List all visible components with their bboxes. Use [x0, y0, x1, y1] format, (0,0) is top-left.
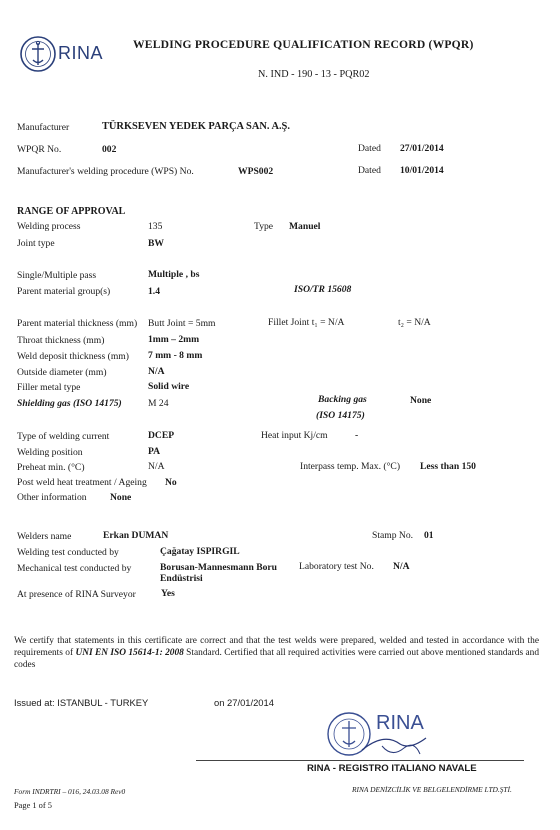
current-label: Type of welding current	[17, 431, 110, 442]
welding-test-label: Welding test conducted by	[17, 547, 119, 558]
laboratory-test-label: Laboratory test No.	[299, 561, 374, 572]
filler-label: Filler metal type	[17, 382, 81, 393]
heat-input-label: Heat input Kj/cm	[261, 430, 328, 441]
shielding-gas-label: Shielding gas (ISO 14175)	[17, 398, 122, 409]
interpass-value: Less than 150	[420, 461, 476, 472]
wpqr-label: WPQR No.	[17, 144, 62, 155]
welding-test-value: Çağatay ISPIRGIL	[160, 546, 240, 557]
issued-on: on 27/01/2014	[214, 697, 274, 708]
deposit-label: Weld deposit thickness (mm)	[17, 351, 129, 362]
type-label: Type	[254, 221, 274, 232]
mechanical-test-value: Borusan-Mannesmann Boru	[160, 562, 278, 573]
backing-gas-standard: (ISO 14175)	[316, 410, 365, 421]
type-value: Manuel	[289, 221, 321, 232]
thickness-label: Parent material thickness (mm)	[17, 318, 138, 329]
interpass-label: Interpass temp. Max. (°C)	[300, 461, 401, 472]
certification-text-part2: Standard. Certified that all required activities were carried out above mentioned standards and codes	[14, 648, 540, 670]
page-title: WELDING PROCEDURE QUALIFICATION RECORD (WPQR)	[133, 38, 474, 51]
certification-text-part1: We certify that statements in this certificate are correct and that the test welds were prepared, welded and tested in accordance with the requirements of	[14, 636, 539, 658]
fillet-joint-label: Fillet Joint t₁ = N/A	[268, 317, 345, 328]
process-value: 135	[148, 221, 163, 232]
backing-gas-label: Backing gas	[318, 394, 367, 405]
laboratory-test-value: N/A	[393, 561, 410, 572]
rina-stamp	[322, 710, 452, 760]
certification-standard: UNI EN ISO 15614-1: 2008	[75, 648, 184, 658]
outside-diameter-label: Outside diameter (mm)	[17, 367, 107, 378]
registro-italiano-navale: RINA - REGISTRO ITALIANO NAVALE	[307, 763, 477, 774]
mechanical-test-label: Mechanical test conducted by	[17, 563, 132, 574]
welder-name-value: Erkan DUMAN	[103, 530, 169, 541]
reference-number: N. IND - 190 - 13 - PQR02	[258, 69, 370, 80]
stamp-number-label: Stamp No.	[372, 530, 414, 541]
other-info-label: Other information	[17, 492, 87, 503]
form-reference: Form INDRTRI – 016, 24.03.08 Rev0	[14, 787, 126, 796]
welder-name-label: Welders name	[17, 531, 72, 542]
page-number: Page 1 of 5	[14, 801, 52, 810]
current-value: DCEP	[148, 430, 175, 441]
heat-input-value: -	[355, 430, 359, 441]
wpqr-date: 27/01/2014	[400, 143, 444, 154]
shielding-gas-value: M 24	[148, 398, 169, 409]
pass-label: Single/Multiple pass	[17, 270, 97, 281]
pwht-label: Post weld heat treatment / Ageing	[17, 477, 147, 488]
parent-group-label: Parent material group(s)	[17, 286, 111, 297]
backing-gas-value: None	[410, 395, 432, 406]
outside-diameter-value: N/A	[148, 366, 165, 377]
manufacturer-label: Manufacturer	[17, 122, 70, 133]
wpqr-value: 002	[102, 144, 117, 155]
position-value: PA	[148, 446, 161, 457]
parent-group-standard: ISO/TR 15608	[294, 284, 352, 295]
issued-at: Issued at: ISTANBUL - TURKEY	[14, 697, 149, 708]
surveyor-value: Yes	[161, 588, 175, 599]
preheat-value: N/A	[148, 461, 165, 472]
throat-value: 1mm – 2mm	[148, 334, 200, 345]
wps-date: 10/01/2014	[400, 165, 444, 176]
rina-logo	[18, 34, 113, 76]
wps-label: Manufacturer's welding procedure (WPS) No.	[17, 166, 194, 177]
range-heading: RANGE OF APPROVAL	[17, 206, 126, 217]
thickness-value: Butt Joint = 5mm	[148, 318, 216, 329]
joint-value: BW	[148, 238, 164, 249]
wps-dated-label: Dated	[358, 165, 381, 176]
other-info-value: None	[110, 492, 132, 503]
pass-value: Multiple , bs	[148, 269, 200, 280]
mechanical-test-value-line2: Endüstrisi	[160, 573, 203, 584]
surveyor-label: At presence of RINA Surveyor	[17, 589, 136, 600]
stamp-number-value: 01	[424, 530, 434, 541]
stamp-brand-text: RINA	[376, 712, 424, 734]
filler-value: Solid wire	[148, 381, 190, 392]
logo-text: RINA	[58, 43, 104, 63]
preheat-label: Preheat min. (°C)	[17, 462, 85, 473]
deposit-value: 7 mm - 8 mm	[148, 350, 203, 361]
joint-label: Joint type	[17, 238, 55, 249]
process-label: Welding process	[17, 221, 81, 232]
manufacturer-value: TÜRKSEVEN YEDEK PARÇA SAN. A.Ş.	[102, 121, 290, 132]
wpqr-dated-label: Dated	[358, 143, 381, 154]
throat-label: Throat thickness (mm)	[17, 335, 105, 346]
company-name: RINA DENİZCİLİK VE BELGELENDİRME LTD.ŞTİ.	[352, 785, 512, 794]
t2-label: t₂ = N/A	[398, 317, 431, 328]
certification-statement	[14, 635, 539, 671]
position-label: Welding position	[17, 447, 83, 458]
parent-group-value: 1.4	[148, 286, 160, 297]
wps-value: WPS002	[238, 166, 274, 177]
pwht-value: No	[165, 477, 177, 488]
signature-line	[196, 760, 524, 761]
